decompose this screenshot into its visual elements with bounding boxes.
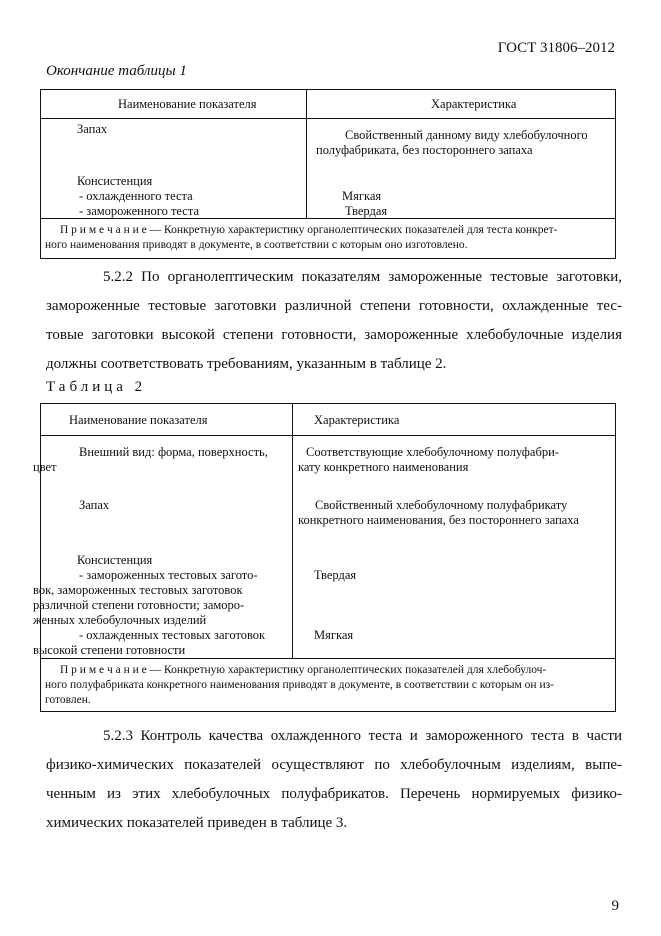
table2 — [33, 403, 616, 712]
table1-col-value-header: Характеристика — [431, 97, 517, 111]
table2-consistency: Консистенция — [77, 553, 153, 567]
page-number: 9 — [611, 898, 619, 914]
paragraph-line: физико-химических показателей осуществляют по хлебобулочным изделиям, выпе- — [46, 757, 622, 773]
paragraph-line: 5.2.2 По органолептическим показателям замороженные тестовые заготовки, — [103, 269, 622, 285]
table2-note — [41, 659, 615, 711]
table2-chilled-line2: высокой степени готовности — [33, 643, 186, 657]
table1-caption: Окончание таблицы 1 — [46, 63, 187, 79]
table2-note-line3: готовлен. — [45, 694, 91, 706]
table1-frozen-value: Твердая — [345, 204, 388, 218]
table1-note-line1: П р и м е ч а н и е –– Конкретную характеристику органолептических показателей для теста конкрет- — [60, 224, 558, 236]
table2-frozen-value: Твердая — [314, 568, 357, 582]
table1-header-row — [41, 90, 615, 119]
table2-smell-name: Запах — [79, 498, 110, 512]
table2-appearance-value-line1: Соответствующие хлебобулочному полуфабри- — [306, 445, 559, 459]
paragraph-line: ченным из этих хлебобулочных полуфабрикатов. Перечень нормируемых физико- — [46, 786, 622, 802]
table1-smell-value-line2: полуфабриката, без постороннего запаха — [316, 143, 533, 157]
paragraph-5-2-2 — [46, 263, 622, 379]
table2-smell-value-line1: Свойственный хлебобулочному полуфабрикату — [315, 498, 568, 512]
table2-caption: Таблица 2 — [46, 379, 147, 395]
table1-col-name-header: Наименование показателя — [118, 97, 257, 111]
table1-frozen: - замороженного теста — [79, 204, 199, 218]
table1-smell-name: Запах — [77, 122, 108, 136]
table2-col-value-header: Характеристика — [314, 413, 400, 427]
paragraph-5-2-3 — [46, 722, 622, 838]
paragraph-line: должны соответствовать требованиям, указанным в таблице 2. — [46, 356, 447, 372]
table2-note-line2: ного полуфабриката конкретного наименования приводят в документе, в соответствии с которым он из- — [45, 679, 554, 691]
table1-smell-value-line1: Свойственный данному виду хлебобулочного — [345, 128, 588, 142]
table1 — [40, 89, 616, 259]
table2-smell-value-line2: конкретного наименования, без постороннего запаха — [298, 513, 579, 527]
table2-appearance-line1: Внешний вид: форма, поверхность, — [79, 445, 268, 459]
table2-frozen-line4: женных хлебобулочных изделий — [33, 613, 207, 627]
table2-chilled-line1: - охлажденных тестовых заготовок — [79, 628, 266, 642]
table1-note-line2: ного наименования приводят в документе, в соответствии с которым оно изготовлено. — [45, 239, 468, 251]
table2-appearance-value-line2: кату конкретного наименования — [298, 460, 469, 474]
table2-frozen-line2: вок, замороженных тестовых заготовок — [33, 583, 243, 597]
table2-col-name-header: Наименование показателя — [69, 413, 208, 427]
table1-note — [41, 219, 615, 258]
table1-body — [41, 119, 615, 219]
table1-chilled: - охлажденного теста — [79, 189, 193, 203]
paragraph-line: замороженные тестовые заготовки различной степени готовности, охлажденные тес- — [46, 298, 622, 314]
table2-note-line1: П р и м е ч а н и е — Конкретную характеристику органолептических показателей для хлебобулоч- — [60, 664, 547, 676]
paragraph-line: 5.2.3 Контроль качества охлажденного теста и замороженного теста в части — [103, 728, 622, 744]
table2-chilled-value: Мягкая — [314, 628, 354, 642]
document-id: ГОСТ 31806–2012 — [497, 40, 615, 56]
paragraph-line: товые заготовки высокой степени готовности, замороженные хлебобулочные изделия — [46, 327, 622, 343]
paragraph-line: химических показателей приведен в таблице 3. — [46, 815, 348, 831]
table2-frozen-line1: - замороженных тестовых загото- — [79, 568, 258, 582]
table1-chilled-value: Мягкая — [342, 189, 382, 203]
table2-appearance-line2: цвет — [33, 460, 57, 474]
table2-frozen-line3: различной степени готовности; заморо- — [33, 598, 245, 612]
table1-consistency: Консистенция — [77, 174, 153, 188]
table2-header-row — [41, 404, 615, 436]
table2-body — [33, 436, 615, 659]
